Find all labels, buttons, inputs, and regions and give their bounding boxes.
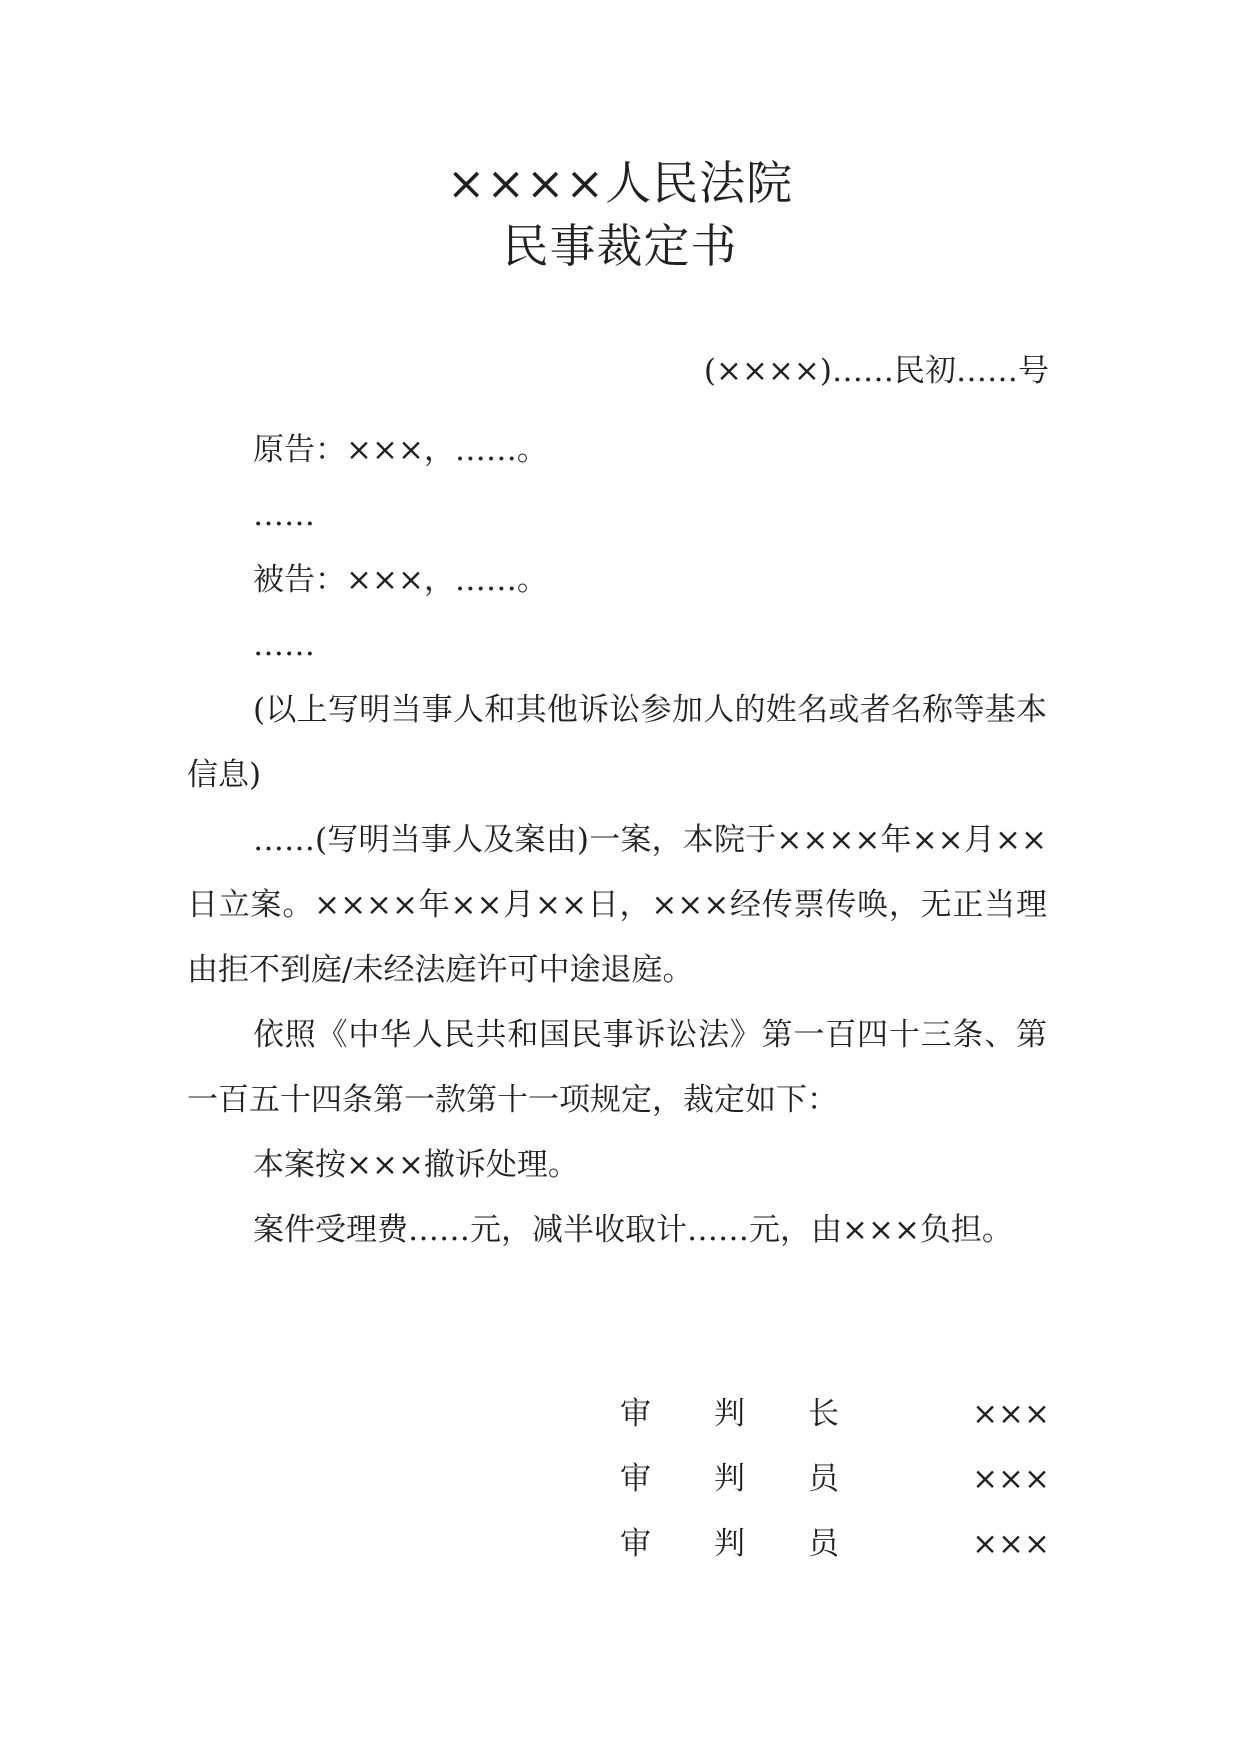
signature-block — [620, 1382, 1050, 1577]
signature-name: ××× — [972, 1526, 1050, 1562]
document-body — [187, 418, 1047, 1263]
defendant-ellipsis: …… — [253, 627, 315, 663]
court-name: ××××人民法院 — [446, 156, 794, 210]
signature-title: 审判员 — [620, 1526, 902, 1562]
parties-note: (以上写明当事人和其他诉讼参加人的姓名或者名称等基本信息) — [187, 692, 1047, 793]
facts-paragraph: ……(写明当事人及案由)一案，本院于××××年××月××日立案。××××年××月××日，×××经传票传唤，无正当理由拒不到庭/未经法庭许可中途退庭。 — [187, 822, 1048, 988]
fee-paragraph: 案件受理费……元，减半收取计……元，由×××负担。 — [253, 1212, 1013, 1248]
signature-title: 审判长 — [620, 1396, 902, 1432]
signature-title: 审判员 — [620, 1461, 902, 1497]
plaintiff-ellipsis: …… — [253, 497, 315, 533]
document-type: 民事裁定书 — [502, 219, 738, 273]
case-number: (××××)……民初……号 — [703, 353, 1049, 389]
signature-name: ××× — [972, 1396, 1050, 1432]
signature-row — [620, 1447, 1050, 1512]
legal-basis-paragraph: 依照《中华人民共和国民事诉讼法》第一百四十三条、第一百五十四条第一款第十一项规定，裁定如下： — [187, 1017, 1047, 1118]
ruling-paragraph: 本案按×××撤诉处理。 — [253, 1147, 579, 1183]
signature-name: ××× — [972, 1461, 1050, 1497]
signature-row — [620, 1512, 1050, 1577]
signature-row — [620, 1382, 1050, 1447]
defendant-line: 被告：×××，……。 — [253, 562, 548, 598]
plaintiff-line: 原告：×××，……。 — [253, 432, 548, 468]
